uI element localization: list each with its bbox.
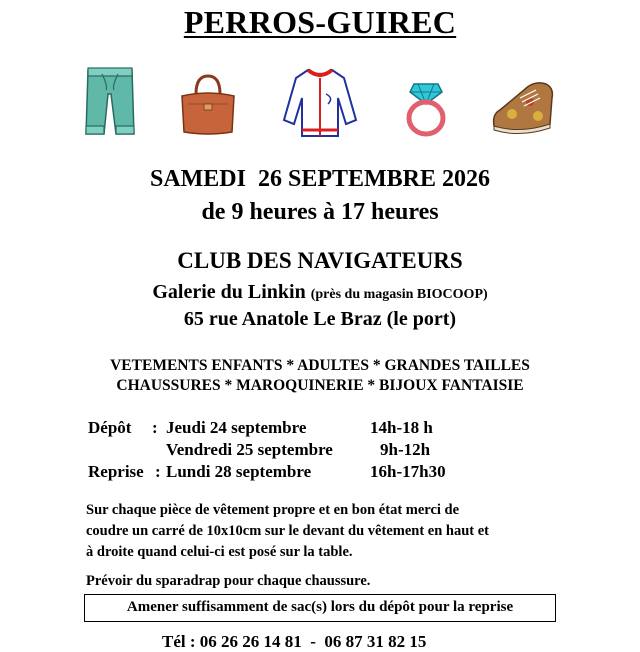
venue-galerie-note: (près du magasin BIOCOOP) [310, 287, 488, 302]
phone-numbers: Tél : 06 26 26 14 81 - 06 87 31 82 15 [162, 632, 427, 651]
schedule-day: Lundi 28 septembre [166, 462, 312, 481]
schedule-label: Reprise [88, 462, 144, 481]
venue-galerie [0, 281, 640, 304]
schedule-sep: : [152, 418, 158, 437]
pants-icon [82, 64, 138, 138]
schedule-day: Vendredi 25 septembre [166, 440, 333, 459]
venue-address: 65 rue Anatole Le Braz (le port) [183, 308, 457, 330]
bags-notice: Amener suffisamment de sac(s) lors du dépôt pour la reprise [126, 599, 514, 615]
event-hours: de 9 heures à 17 heures [201, 199, 439, 225]
sneaker-icon [490, 76, 556, 136]
schedule-label: Dépôt [88, 418, 132, 437]
schedule-sep: : [155, 462, 161, 481]
instructions-line: à droite quand celui-ci est posé sur la table. [86, 544, 353, 560]
handbag-icon [178, 74, 238, 136]
venue-club: CLUB DES NAVIGATEURS [177, 248, 463, 273]
instructions-line: coudre un carré de 10x10cm sur le devant du vêtement en haut et [86, 523, 490, 539]
schedule-day: Jeudi 24 septembre [166, 418, 307, 437]
instructions-line: Sur chaque pièce de vêtement propre et en bon état merci de [86, 502, 460, 518]
venue-galerie-name: Galerie du Linkin [152, 281, 306, 303]
categories-line-2: CHAUSSURES * MAROQUINERIE * BIJOUX FANTAISIE [116, 377, 524, 394]
schedule-time: 14h-18 h [370, 418, 433, 437]
page-title: PERROS-GUIREC [183, 4, 457, 40]
categories-line-1: VETEMENTS ENFANTS * ADULTES * GRANDES TAILLES [110, 357, 530, 374]
schedule-time: 9h-12h [380, 440, 431, 459]
jacket-icon [282, 64, 358, 140]
schedule-time: 16h-17h30 [370, 462, 446, 481]
bags-notice-box [84, 594, 556, 622]
event-date: SAMEDI 26 SEPTEMBRE 2026 [149, 166, 491, 192]
ring-icon [402, 74, 450, 138]
shoes-note: Prévoir du sparadrap pour chaque chaussure. [86, 573, 371, 589]
